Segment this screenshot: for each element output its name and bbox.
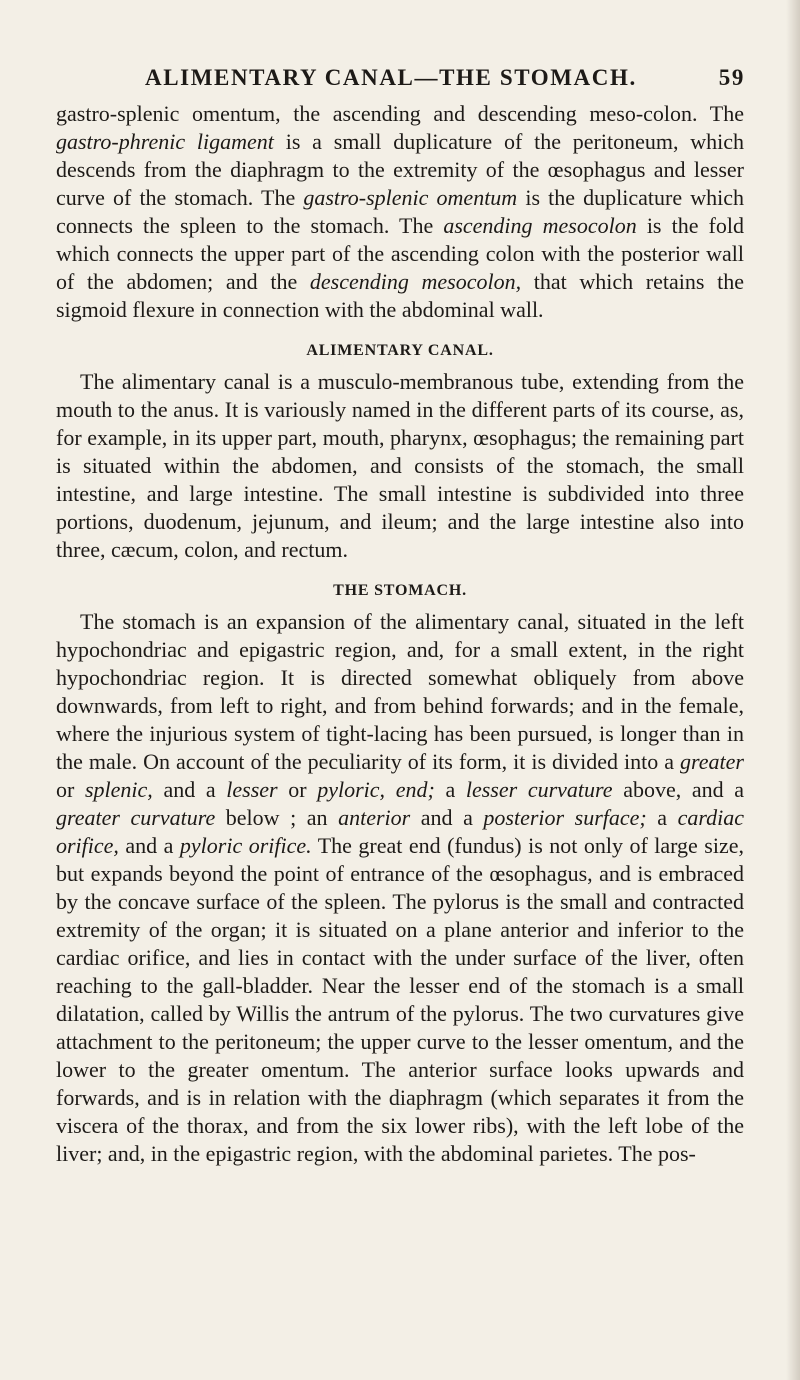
italic-term: lesser curvature [465,777,613,802]
text-run: and a [410,805,484,830]
italic-term: greater [680,749,744,774]
italic-term: pyloric orifice. [179,833,312,858]
section-heading: ALIMENTARY CANAL. [306,342,494,359]
text-run: The alimentary canal is a musculo-membranous tube, extending from the mouth to the anus. It is variously named in the different parts of its course, as, for example, in its upper part, mouth, pharynx, œsophagus; the remaining part is situated within the abdomen, and consists of the stomach, the small intestine, and large intestine. The small intestine is subdivided into three portions, duodenum, jejunum, and ileum; and the large intestine also into three, cæcum, colon, and rectum. [56,369,744,562]
text-run: and a [118,833,180,858]
text-run: is the duplicature which connects the spleen to the stomach. The [56,185,745,238]
text-run: is a small duplicature of the peritoneum, which descends from the diaphragm to the extremity of the œsophagus and lesser curve of the stomach. The [56,129,745,210]
italic-term: gastro-phrenic ligament [56,129,274,154]
page-number: 59 [718,65,745,90]
text-run: or [277,777,318,802]
text-run: and a [152,777,227,802]
running-head [145,64,745,92]
continued-paragraph [56,100,744,324]
text-run: The stomach is an expansion of the alimentary canal, situated in the left hypochondriac and epigastric region, and, for a small extent, in the right hypochondriac region. It is directed somewhat obliquely from above downwards, from left to right, and from behind forwards; and in the female, where the injurious system of tight-lacing has been pursued, is longer than in the male. On account of the peculiarity of its form, it is divided into a [56,609,744,774]
text-run: gastro-splenic omentum, the ascending and descending meso-colon. The [56,101,744,126]
italic-term: anterior [338,805,411,830]
italic-term: posterior surface; [483,805,647,830]
text-run: that which retains the sigmoid flexure in connection with the abdominal wall. [56,269,744,322]
paragraph [56,368,744,564]
italic-term: cardiac orifice, [56,805,744,858]
text-run: or [56,777,85,802]
italic-term: descending mesocolon, [309,269,522,294]
text-run: is the fold which connects the upper part of the ascending colon with the posterior wall of the abdomen; and the [56,213,744,294]
text-run: The great end (fundus) is not only of large size, but expands beyond the point of entrance of the œsophagus, and is embraced by the concave surface of the spleen. The pylorus is the small and contracted extremity of the organ; it is situated on a plane anterior and inferior to the cardiac orifice, and lies in contact with the under surface of the liver, often reaching to the gall-bladder. Near the lesser end of the stomach is a small dilatation, called by Willis the antrum of the pylorus. The two curvatures give attachment to the peritoneum; the upper curve to the lesser omentum, and the lower to the greater omentum. The anterior surface looks upwards and forwards, and is in relation with the diaphragm (which separates it from the viscera of the thorax, and from the six lower ribs), with the left lobe of the liver; and, in the epigastric region, with the abdominal parietes. The pos- [56,833,745,1166]
paragraph [56,608,744,1168]
italic-term: gastro-splenic omentum [303,185,518,210]
italic-term: greater curvature [56,805,216,830]
text-run: a [434,777,466,802]
running-head-title: ALIMENTARY CANAL—THE STOMACH. [145,65,637,90]
body-text [56,100,744,1168]
text-run: above, and a [612,777,745,802]
italic-term: ascending mesocolon [443,213,637,238]
italic-term: splenic, [84,777,153,802]
section-heading: THE STOMACH. [333,582,467,599]
page-edge-shadow [786,0,800,1380]
italic-term: lesser [226,777,278,802]
text-run: below ; an [215,805,339,830]
italic-term: pyloric, end; [317,777,435,802]
text-run: a [646,805,678,830]
